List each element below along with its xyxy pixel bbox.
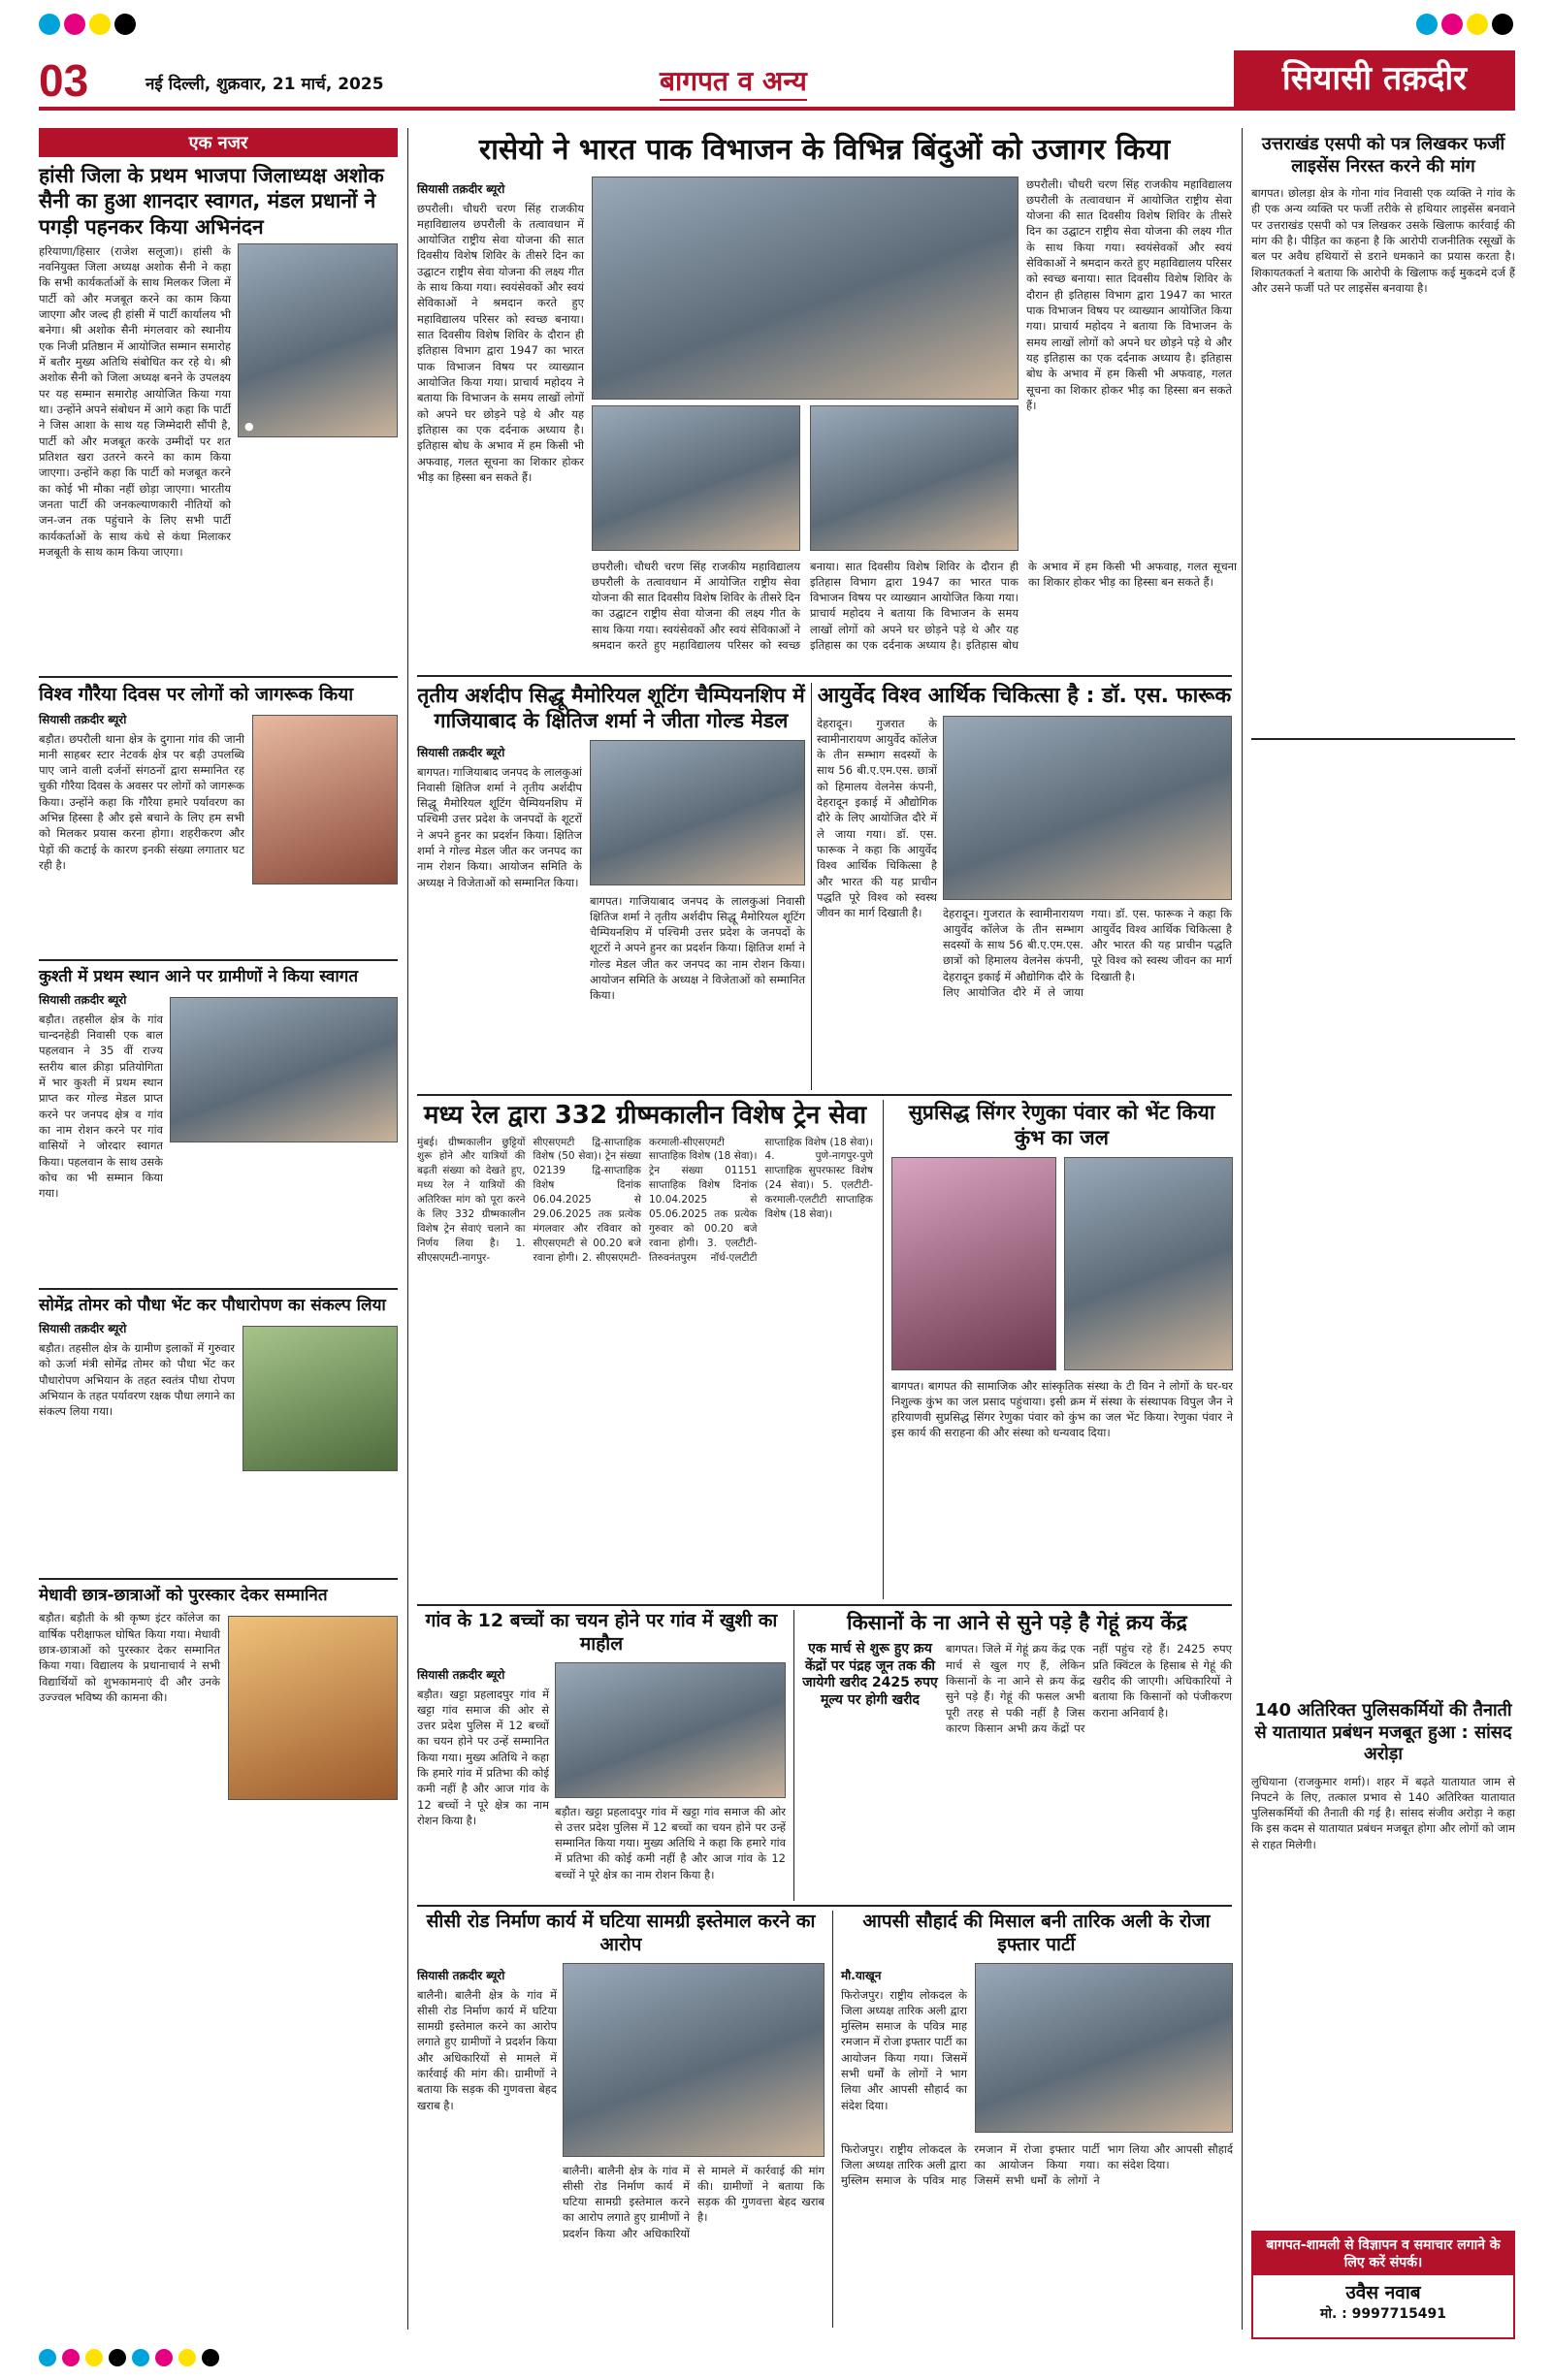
lead-headline: रासेयो ने भारत पाक विभाजन के विभिन्न बिंदुओं को उजागर किया: [478, 133, 1171, 167]
byline: सियासी तक़दीर ब्यूरो: [417, 181, 505, 196]
ayurveda-photo: [943, 716, 1232, 900]
page-number: 03: [39, 55, 89, 106]
lead-story: [417, 128, 1237, 671]
farmers-subhead: एक मार्च से शुरू हुए क्रय केंद्रों पर पंद्रह जून तक की जायेगी खरीद 2425 रुपए मूल्य पर होगी खरीद: [802, 1641, 938, 1708]
iftar-headline: आपसी सौहार्द की मिसाल बनी तारिक अली के रोजा इफ्तार पार्टी: [862, 1911, 1211, 1955]
masthead: [39, 50, 1515, 111]
story-photo: ●: [238, 243, 398, 437]
singer-body: बागपत। बागपत की सामाजिक और सांस्कृतिक संस्था के टी विन ने लोगों के घर-घर निशुल्क कुंभ का जल प्रसाद पहुंचाया। इसी क्रम में संस्था के संस्थापक विपुल जैन ने हरियाणवी सुप्रसिद्ध सिंगर रेणुका पंवार को कुंभ का जल भेंट किया। रेणुका पंवार ने इस कार्य की सराहना की और संस्था को धन्यवाद दिया।: [891, 1378, 1233, 1440]
village-body: बड़ौत। खट्टा प्रहलादपुर गांव में खट्टा गांव समाज की ओर से उत्तर प्रदेश पुलिस में 12 बच्चों का चयन होने पर उन्हें सम्मानित किया गया। मुख्य अतिथि ने कहा कि हमारे गांव में प्रतिभा की कोई कमी नहीं है और आज गांव के 12 बच्चों ने पूरे क्षेत्र का नाम रोशन किया है।: [417, 1687, 549, 1828]
lead-photo-1: [592, 177, 1018, 400]
contact-phone: मो. : 9997715491: [1319, 2306, 1447, 2323]
singer-story: [883, 1100, 1232, 1599]
farmers-body: बागपत। जिले में गेहूं क्रय केंद्र एक मार्च से खुल गए हैं, लेकिन किसानों के ना आने से क्रय केंद्र सुने पड़े हैं। गेहूं की फसल अभी पूरी तरह से पकी नहीं है जिस कारण किसान अभी क्रय केंद्रों पर नहीं पहुंच रहे हैं। 2425 रुपए प्रति क्विंटल के हिसाब से गेहूं की खरीद की जाएगी। अधिकारियों ने बताया कि किसानों को पंजीकरण कराना अनिवार्य है।: [946, 1642, 1232, 1735]
story-headline: हांसी जिला के प्रथम भाजपा जिलाध्यक्ष अशोक सैनी का हुआ शानदार स्वागत, मंडल प्रधानों ने पगड़ी पहनकर किया अभिनंदन: [39, 164, 384, 239]
rail-headline: मध्य रेल द्वारा 332 ग्रीष्मकालीन विशेष ट्रेन सेवा: [423, 1101, 867, 1130]
contact-box: [1251, 2231, 1515, 2339]
byline: सियासी तक़दीर ब्यूरो: [417, 1667, 505, 1682]
right-column: [1251, 128, 1515, 2330]
rail-body: मुंबई। ग्रीष्मकालीन छुट्टियों शुरू होने और यात्रियों की बढ़ती संख्या को देखते हुए, मध्य रेल ने यात्रियों की अतिरिक्त मांग को पूरा करने के लिए 332 ग्रीष्मकालीन विशेष ट्रेन सेवाएं चलाने का निर्णय लिया है। 1. सीएसएमटी-नागपुर-सीएसएमटी द्वि-साप्ताहिक विशेष (50 सेवा)। ट्रेन संख्या 02139 द्वि-साप्ताहिक विशेष दिनांक 06.04.2025 से 29.06.2025 तक प्रत्येक मंगलवार और रविवार को सीएसएमटी से 00.20 बजे रवाना होगी। 2. सीएसएमटी-करमाली-सीएसएमटी साप्ताहिक विशेष (18 सेवा)। ट्रेन संख्या 01151 साप्ताहिक विशेष दिनांक 10.04.2025 से 05.06.2025 तक प्रत्येक गुरुवार को 00.20 बजे रवाना होगी। 3. एलटीटी-तिरुवनंतपुरम नॉर्थ-एलटीटी साप्ताहिक विशेष (18 सेवा)। 4. पुणे-नागपुर-पुणे साप्ताहिक सुपरफास्ट विशेष (24 सेवा)। 5. एलटीटी-करमाली-एलटीटी साप्ताहिक विशेष (18 सेवा)।: [417, 1136, 873, 1264]
ayurveda-headline: आयुर्वेद विश्व आर्थिक चिकित्सा है : डॉ. एस. फारूक: [817, 684, 1232, 708]
rail-story: [417, 1100, 873, 1599]
story-body: हरियाणा/हिसार (राजेश सलूजा)। हांसी के नवनियुक्त जिला अध्यक्ष अशोक सैनी ने कहा कि सभी कार्यकर्ताओं के साथ मिलकर जिला में पार्टी को और मजबूत करने का काम किया जाएगा और जल्द ही हांसी में पार्टी कार्यालय भी बनेगा। श्री अशोक सैनी मंगलवार को स्थानीय एक निजी प्रतिष्ठान में आयोजित सम्मान समारोह में बतौर मुख्य अतिथि संबोधित कर रहे थे। श्री अशोक सैनी को जिला अध्यक्ष बनने के उपलक्ष्य पर यह सम्मान समारोह आयोजित किया गया था। उन्होंने अपने संबोधन में आगे कहा कि पार्टी ने जिस आशा के साथ यह जिम्मेदारी सौंपी है, पार्टी को और मजबूत करके उम्मीदों पर शत प्रतिशत खरा उतरने करने का काम किया जाएगा। उन्होंने कहा कि पार्टी को मजबूत करने का कोई भी मौका नहीं छोड़ा जाएगा। भारतीय जनता पार्टी की जनकल्याणकारी नीतियों को जन-जन तक पहुंचाने के लिए सभी पार्टी कार्यकर्ताओं के साथ कंधे से कंधा मिलाकर मजबूती के साथ काम किया जाएगा।: [39, 243, 231, 559]
byline: सियासी तक़दीर ब्यूरो: [39, 1322, 127, 1335]
road-body-continued: बालैनी। बालैनी क्षेत्र के गांव में सीसी रोड निर्माण कार्य में घटिया सामग्री इस्तेमाल करने का आरोप लगाते हुए ग्रामीणों ने प्रदर्शन किया और अधिकारियों से मामले में कार्रवाई की मांग की। ग्रामीणों ने बताया कि सड़क की गुणवत्ता बेहद खराब है।: [563, 2163, 824, 2240]
story-photo: [170, 997, 398, 1142]
registration-marks-right: [1416, 14, 1513, 37]
byline: सियासी तक़दीर ब्यूरो: [417, 1968, 505, 1982]
story-body: बड़ौत। छपरौली थाना क्षेत्र के दुगाना गांव की जानी मानी साहबर स्टार नेटवर्क क्षेत्र पर बड़ी उपलब्धि पाए जाने वाली दर्जनों संगठनों द्वारा सम्मानित रह चुकी गौरैया दिवस के अवसर पर लोगों को जागरूक किया। उन्होंने कहा कि गौरैया हमारे पर्यावरण का अभिन्न हिस्सा है और इसे बचाने के लिए हम सभी को मिलकर प्रयास करना होगा। शहरीकरण और पेड़ों की कटाई के कारण इनकी संख्या लगातार घट रही है।: [39, 731, 244, 873]
road-body: बालैनी। बालैनी क्षेत्र के गांव में सीसी रोड निर्माण कार्य में घटिया सामग्री इस्तेमाल करने का आरोप लगाते हुए ग्रामीणों ने प्रदर्शन किया और अधिकारियों से मामले में कार्रवाई की मांग की। ग्रामीणों ने बताया कि सड़क की गुणवत्ता बेहद खराब है।: [417, 1987, 557, 2112]
story-body: बड़ौत। तहसील क्षेत्र के गांव चान्दनहेडी निवासी एक बाल पहलवान ने 35 वीं राज्य स्तरीय बाल क्रीड़ा प्रतियोगिता में भार कुश्ती में प्रथम स्थान प्राप्त कर गोल्ड मेडल प्राप्त करने पर जनपद क्षेत्र व गांव का नाम रोशन करने पर गांव वासियों ने जोरदार स्वागत किया। पहलवान के साथ उसके कोच का भी सम्मान किया गया।: [39, 1012, 163, 1201]
story-headline: कुश्ती में प्रथम स्थान आने पर ग्रामीणों ने किया स्वागत: [39, 966, 359, 986]
village-story: [417, 1610, 786, 1901]
section-title: बागपत व अन्य: [660, 62, 807, 101]
village-body-continued: बड़ौत। खट्टा प्रहलादपुर गांव में खट्टा गांव समाज की ओर से उत्तर प्रदेश पुलिस में 12 बच्चों का चयन होने पर उन्हें सम्मानित किया गया। मुख्य अतिथि ने कहा कि हमारे गांव में प्रतिभा की कोई कमी नहीं है और आज गांव के 12 बच्चों ने पूरे क्षेत्र का नाम रोशन किया है।: [555, 1804, 786, 1881]
byline: सियासी तक़दीर ब्यूरो: [417, 745, 505, 759]
story-headline: मेधावी छात्र-छात्राओं को पुरस्कार देकर सम्मानित: [39, 1586, 328, 1605]
story-body: लुधियाना (राजकुमार शर्मा)। शहर में बढ़ते यातायात जाम से निपटने के लिए, तत्काल प्रभाव से 140 अतिरिक्त यातायात पुलिसकर्मियों की तैनाती की गई है। सांसद संजीव अरोड़ा ने कहा कि इस कदम से यातायात प्रबंधन मजबूत होगा और लोगों को जाम से राहत मिलेगी।: [1251, 1774, 1515, 1851]
story-headline: उत्तराखंड एसपी को पत्र लिखकर फर्जी लाइसेंस निरस्त करने की मांग: [1261, 134, 1505, 177]
registration-marks-left: [39, 14, 136, 37]
story-headline: 140 अतिरिक्त पुलिसकर्मियों की तैनाती से यातायात प्रबंधन मजबूत हुआ : सांसद अरोड़ा: [1254, 1700, 1512, 1764]
singer-photo-2: [1064, 1157, 1233, 1370]
left-column: [39, 128, 398, 2330]
story-photo: [242, 1326, 398, 1471]
farmers-story: [793, 1610, 1232, 1901]
singer-headline: सुप्रसिद्ध सिंगर रेणुका पंवार को भेंट किया कुंभ का जल: [908, 1101, 1215, 1150]
story-photo: [252, 715, 398, 884]
road-headline: सीसी रोड निर्माण कार्य में घटिया सामग्री इस्तेमाल करने का आरोप: [426, 1911, 816, 1955]
ayurveda-story: [817, 683, 1232, 1090]
iftar-body: फिरोजपुर। राष्ट्रीय लोकदल के जिला अध्यक्ष तारिक अली द्वारा मुस्लिम समाज के पवित्र माह रमजान में रोजा इफ्तार पार्टी का आयोजन किया गया। जिसमें सभी धर्मों के लोगों ने भाग लिया और आपसी सौहार्द का संदेश दिया।: [841, 1987, 967, 2112]
singer-photo-1: [891, 1157, 1056, 1370]
lead-photo-2: [592, 405, 800, 551]
road-photo: [563, 1963, 824, 2157]
lead-photo-3: [810, 405, 1018, 551]
shooting-story: [417, 683, 805, 1090]
village-photo: [555, 1662, 786, 1798]
story-photo: [228, 1616, 398, 1800]
story-body: बागपत। छोलड़ा क्षेत्र के गोना गांव निवासी एक व्यक्ति ने गांव के ही एक अन्य व्यक्ति पर फर्जी तरीके से हथियार लाइसेंस बनवाने पर उत्तराखंड एसपी को पत्र लिखकर उसके खिलाफ कार्रवाई की मांग की है। पीड़ित का कहना है कि आरोपी राजनीतिक रसूखों के बल पर अवैध हथियारों से डराने धमकाने का प्रयास करता है। शिकायतकर्ता ने बताया कि आरोपी के खिलाफ कई मुकदमे दर्ज हैं और उसने फर्जी पते पर लाइसेंस बनवाया है।: [1251, 186, 1515, 295]
ayurveda-body: देहरादून। गुजरात के स्वामीनारायण आयुर्वेद कॉलेज के तीन सम्भाग सदस्यों के साथ 56 बी.ए.एम.एस. छात्रों को हिमालय वेलनेस कंपनी, देहरादून इकाई में औद्योगिक दौरे के लिए आयोजित दौरे में ले जाया गया। डॉ. एस. फारूक ने कहा कि आयुर्वेद विश्व आर्थिक चिकित्सा है और भारत की यह प्राचीन पद्धति पूरे विश्व को स्वस्थ जीवन का मार्ग दिखाती है।: [817, 716, 937, 920]
shooting-photo: [590, 740, 805, 885]
shooting-body-continued: बागपत। गाजियाबाद जनपद के लालकुआं निवासी क्षितिज शर्मा ने तृतीय अर्शदीप सिद्धू मैमोरियल शूटिंग चैम्पियनशिप में पश्चिमी उत्तर प्रदेश के जनपदों के शूटरों ने अपने हुनर का प्रदर्शन किया। क्षितिज शर्मा ने गोल्ड मेडल जीत कर जनपद का नाम रोशन किया। आयोजन समिति के अध्यक्ष ने विजेताओं को सम्मानित किया।: [590, 893, 805, 1003]
byline: सियासी तक़दीर ब्यूरो: [39, 712, 127, 726]
story-body: बड़ौत। बड़ौती के श्री कृष्ण इंटर कॉलेज का वार्षिक परीक्षाफल घोषित किया गया। मेधावी छात्र-छात्राओं को पुरस्कार देकर सम्मानित किया गया। विद्यालय के प्रधानाचार्य ने सभी विद्यार्थियों को शुभकामनाएं दी और उनके उज्ज्वल भविष्य की कामना की।: [39, 1611, 220, 1704]
shooting-body: बागपत। गाजियाबाद जनपद के लालकुआं निवासी क्षितिज शर्मा ने तृतीय अर्शदीप सिद्धू मैमोरियल शूटिंग चैम्पियनशिप में पश्चिमी उत्तर प्रदेश के जनपदों के शूटरों ने अपने हुनर का प्रदर्शन किया। क्षितिज शर्मा ने गोल्ड मेडल जीत कर जनपद का नाम रोशन किया। आयोजन समिति के अध्यक्ष ने विजेताओं को सम्मानित किया।: [417, 764, 582, 889]
story-body: बड़ौत। तहसील क्षेत्र के ग्रामीण इलाकों में गुरुवार को ऊर्जा मंत्री सोमेंद्र तोमर को पौधा भेंट कर पौधारोपण अभियान के तहत स्वतंत्र पौधा रोपण अभियान के तहत पर्यावरण रक्षक पौधा लगाने का संकल्प लिया गया।: [39, 1341, 235, 1419]
brand-title: सियासी तक़दीर: [1234, 50, 1515, 107]
byline: मौ.याखून: [841, 1968, 882, 1982]
road-story: [417, 1911, 824, 2328]
iftar-body-continued: फिरोजपुर। राष्ट्रीय लोकदल के जिला अध्यक्ष तारिक अली द्वारा मुस्लिम समाज के पवित्र माह रमजान में रोजा इफ्तार पार्टी का आयोजन किया गया। जिसमें सभी धर्मों के लोगों ने भाग लिया और आपसी सौहार्द का संदेश दिया।: [841, 2141, 1233, 2188]
village-headline: गांव के 12 बच्चों का चयन होने पर गांव में खुशी का माहौल: [425, 1610, 778, 1655]
iftar-story: [832, 1911, 1232, 2328]
ayurveda-body-continued: देहरादून। गुजरात के स्वामीनारायण आयुर्वेद कॉलेज के तीन सम्भाग सदस्यों के साथ 56 बी.ए.एम.एस. छात्रों को हिमालय वेलनेस कंपनी, देहरादून इकाई में औद्योगिक दौरे के लिए आयोजित दौरे में ले जाया गया। डॉ. एस. फारूक ने कहा कि आयुर्वेद विश्व आर्थिक चिकित्सा है और भारत की यह प्राचीन पद्धति पूरे विश्व को स्वस्थ जीवन का मार्ग दिखाती है।: [943, 906, 1232, 1000]
story-headline: विश्व गौरैया दिवस पर लोगों को जागरूक किया: [39, 683, 354, 705]
shooting-headline: तृतीय अर्शदीप सिद्धू मैमोरियल शूटिंग चैम्पियनशिप में गाजियाबाद के क्षितिज शर्मा ने जीता गोल्ड मेडल: [417, 684, 805, 733]
contact-name: उवैस नवाब: [1345, 2282, 1421, 2304]
date-line: नई दिल्ली, शुक्रवार, 21 मार्च, 2025: [146, 75, 384, 94]
iftar-photo: [975, 1963, 1233, 2133]
contact-line: बागपत-शामली से विज्ञापन व समाचार लगाने के लिए करें संपर्क।: [1253, 2233, 1513, 2275]
lead-body-continued: छपरौली। चौधरी चरण सिंह राजकीय महाविद्यालय छपरौली के तत्वावधान में आयोजित राष्ट्रीय सेवा योजना की सात दिवसीय विशेष शिविर के तीसरे दिन का उद्घाटन राष्ट्रीय सेवा योजना की लक्ष्य गीत के साथ किया गया। स्वयंसेवकों और स्वयं सेविकाओं ने श्रमदान करते हुए महाविद्यालय परिसर को स्वच्छ बनाया। सात दिवसीय विशेष शिविर के दौरान ही इतिहास विभाग द्वारा 1947 का भारत पाक विभाजन विषय पर व्याख्यान आयोजित किया गया। प्राचार्य महोदय ने बताया कि विभाजन के समय लाखों लोगों को अपने घर छोड़ने पड़े थे और यह इतिहास का एक दर्दनाक अध्याय है। इतिहास बोध के अभाव में हम किसी भी अफवाह, गलत सूचना का शिकार होकर भीड़ का हिस्सा बन सकते हैं।: [592, 559, 1237, 653]
lead-body-side: छपरौली। चौधरी चरण सिंह राजकीय महाविद्यालय छपरौली के तत्वावधान में आयोजित राष्ट्रीय सेवा योजना की सात दिवसीय विशेष शिविर के तीसरे दिन का उद्घाटन राष्ट्रीय सेवा योजना की लक्ष्य गीत के साथ किया गया। स्वयंसेवकों और स्वयं सेविकाओं ने श्रमदान करते हुए महाविद्यालय परिसर को स्वच्छ बनाया। सात दिवसीय विशेष शिविर के दौरान ही इतिहास विभाग द्वारा 1947 का भारत पाक विभाजन विषय पर व्याख्यान आयोजित किया गया। प्राचार्य महोदय ने बताया कि विभाजन के समय लाखों लोगों को अपने घर छोड़ने पड़े थे और यह इतिहास का एक दर्दनाक अध्याय है। इतिहास बोध के अभाव में हम किसी भी अफवाह, गलत सूचना का शिकार होकर भीड़ का हिस्सा बन सकते हैं।: [1026, 177, 1232, 413]
farmers-headline: किसानों के ना आने से सुने पड़े है गेहूं क्रय केंद्र: [847, 1611, 1187, 1634]
color-bar: [39, 2349, 219, 2366]
ek-nazar-label: एक नजर: [39, 128, 398, 157]
byline: सियासी तक़दीर ब्यूरो: [39, 992, 127, 1007]
lead-body: छपरौली। चौधरी चरण सिंह राजकीय महाविद्यालय छपरौली के तत्वावधान में आयोजित राष्ट्रीय सेवा योजना की सात दिवसीय विशेष शिविर के तीसरे दिन का उद्घाटन राष्ट्रीय सेवा योजना की लक्ष्य गीत के साथ किया गया। स्वयंसेवकों और स्वयं सेविकाओं ने श्रमदान करते हुए महाविद्यालय परिसर को स्वच्छ बनाया। सात दिवसीय विशेष शिविर के दौरान ही इतिहास विभाग द्वारा 1947 का भारत पाक विभाजन विषय पर व्याख्यान आयोजित किया गया। प्राचार्य महोदय ने बताया कि विभाजन के समय लाखों लोगों को अपने घर छोड़ने पड़े थे और यह इतिहास का एक दर्दनाक अध्याय है। इतिहास बोध के अभाव में हम किसी भी अफवाह, गलत सूचना का शिकार होकर भीड़ का हिस्सा बन सकते हैं।: [417, 201, 584, 485]
story-headline: सोमेंद्र तोमर को पौधा भेंट कर पौधारोपण का संकल्प लिया: [39, 1295, 386, 1315]
